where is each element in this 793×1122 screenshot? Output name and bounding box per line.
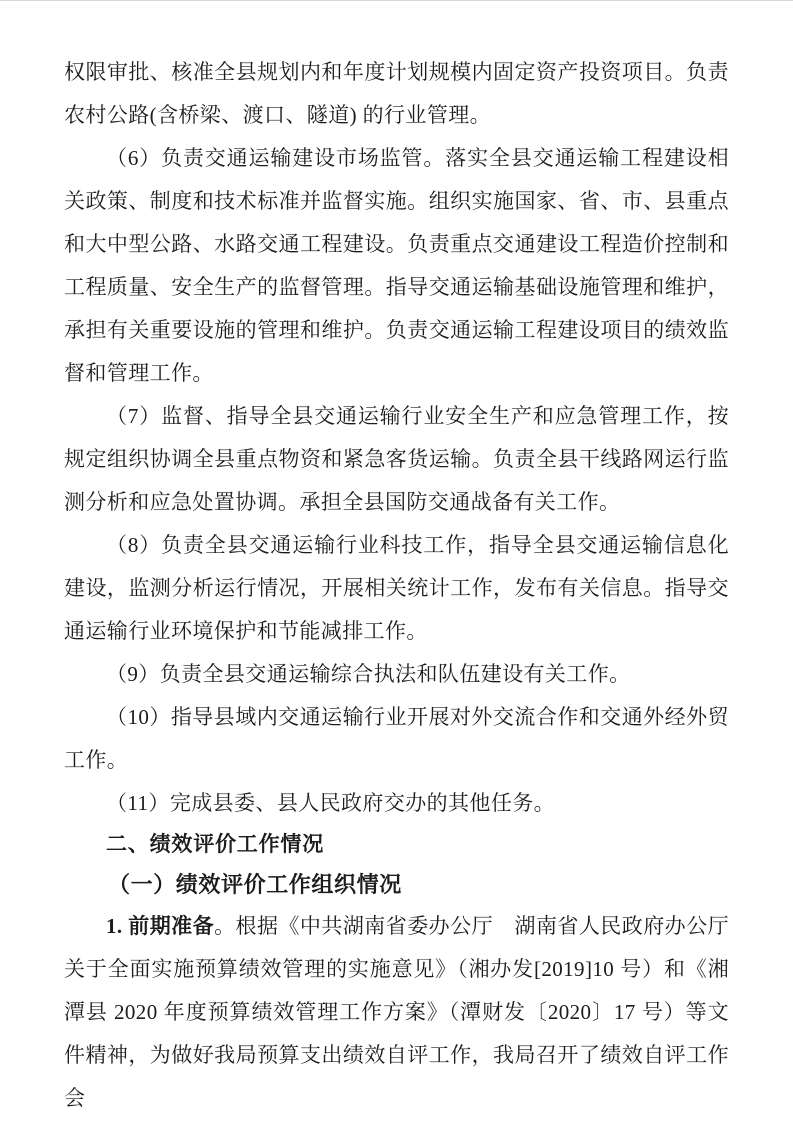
para-duty-11: （11）完成县委、县人民政府交办的其他任务。 (106, 791, 556, 815)
para-duties-continuation: 权限审批、核准全县规划内和年度计划规模内固定资产投资项目。负责农村公路(含桥梁、渡口、隧道) 的行业管理。 (64, 60, 729, 127)
para-preparation (64, 905, 729, 1120)
para-duty-7: （7）监督、指导全县交通运输行业安全生产和应急管理工作，按规定组织协调全县重点物资和紧急客货运输。负责全县干线路网运行监测分析和应急处置协调。承担全县国防交通战备有关工作。 (64, 404, 729, 514)
para-preparation-text: 。根据《中共湖南省委办公厅 湖南省人民政府办公厅关于全面实施预算绩效管理的实施意见》（湘办发[2019]10 号）和《湘潭县 2020 年度预算绩效管理工作方案》（潭财发〔2020〕17 号）等文件精神，为做好我局预算支出绩效自评工作，我局召开了绩效自评工作会 (64, 914, 729, 1110)
para-duty-8: （8）负责全县交通运输行业科技工作，指导全县交通运输信息化建设，监测分析运行情况，开展相关统计工作，发布有关信息。指导交通运输行业环境保护和节能减排工作。 (64, 533, 729, 643)
para-duty-9: （9）负责全县交通运输综合执法和队伍建设有关工作。 (106, 662, 631, 686)
document-body (64, 51, 729, 1120)
heading-section-2-performance-evaluation: 二、绩效评价工作情况 (106, 833, 324, 856)
para-duty-10: （10）指导县域内交通运输行业开展对外交流合作和交通外经外贸工作。 (64, 705, 729, 772)
heading-subsection-1-organization: （一）绩效评价工作组织情况 (108, 872, 402, 897)
para-preparation-lead: 1. 前期准备 (106, 914, 215, 938)
para-duty-6: （6）负责交通运输建设市场监管。落实全县交通运输工程建设相关政策、制度和技术标准并监督实施。组织实施国家、省、市、县重点和大中型公路、水路交通工程建设。负责重点交通建设工程造价控制和工程质量、安全生产的监督管理。指导交通运输基础设施管理和维护，承担有关重要设施的管理和维护。负责交通运输工程建设项目的绩效监督和管理工作。 (64, 146, 729, 385)
